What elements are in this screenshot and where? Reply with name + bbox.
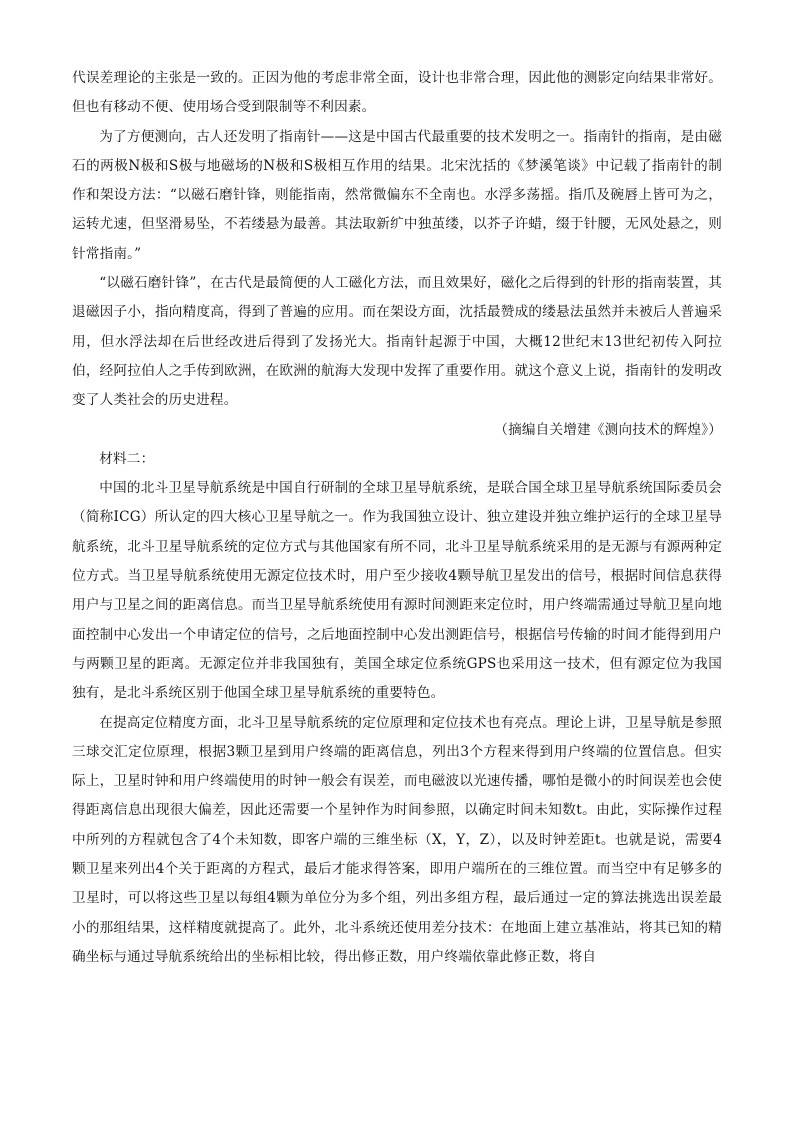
paragraph-compass: 为了方便测向，古人还发明了指南针——这是中国古代最重要的技术发明之一。指南针的指南，是由磁石的两极N极和S极与地磁场的N极和S极相互作用的结果。北宋沈括的《梦溪笔谈》中记载了指南针的制作和架设方法：“以磁石磨针锋，则能指南，然常微偏东不全南也。水浮多荡摇。指爪及碗唇上皆可为之，运转尤速，但坚滑易坠，不若缕悬为最善。其法取新纩中独茧缕，以芥子许蜡，缀于针腰，无风处悬之，则针常指南。” xyxy=(72,128,722,262)
material-heading: 材料二： xyxy=(99,450,155,467)
article-body xyxy=(72,64,722,972)
paragraph-beidou-accuracy: 在提高定位精度方面，北斗卫星导航系统的定位原理和定位技术也有亮点。理论上讲，卫星导航是参照三球交汇定位原理，根据3颗卫星到用户终端的距离信息，列出3个方程来得到用户终端的位置信息。但实际上，卫星时钟和用户终端使用的时钟一般会有误差，而电磁波以光速传播，哪怕是微小的时间误差也会使得距离信息出现很大偏差，因此还需要一个星钟作为时间参照，以确定时间未知数t。由此，实际操作过程中所列的方程就包含了4个未知数，即客户端的三维坐标（X，Y，Z），以及时钟差距t。也就是说，需要4颗卫星来列出4个关于距离的方程式，最后才能求得答案，即用户端所在的三维位置。而当空中有足够多的卫星时，可以将这些卫星以每组4颗为单位分为多个组，列出多组方程，最后通过一定的算法挑选出误差最小的那组结果，这样精度就提高了。此外，北斗系统还使用差分技术：在地面上建立基准站，将其已知的精确坐标与通过导航系统给出的坐标相比较，得出修正数，用户终端依靠此修正数，将自 xyxy=(72,714,722,965)
paragraph-magnetization: “以磁石磨针锋”，在古代是最简便的人工磁化方法，而且效果好，磁化之后得到的针形的指南装置，其退磁因子小，指向精度高，得到了普遍的应用。而在架设方面，沈括最赞成的缕悬法虽然并未被后人普遍采用，但水浮法却在后世经改进后得到了发扬光大。指南针起源于中国，大概12世纪末13世纪初传入阿拉伯，经阿拉伯人之手传到欧洲，在欧洲的航海大发现中发挥了重要作用。就这个意义上说，指南针的发明改变了人类社会的历史进程。 xyxy=(72,275,722,409)
paragraph-continuation: 代误差理论的主张是一致的。正因为他的考虑非常全面，设计也非常合理，因此他的测影定向结果非常好。但也有移动不便、使用场合受到限制等不利因素。 xyxy=(72,70,722,116)
paragraph-beidou-intro: 中国的北斗卫星导航系统是中国自行研制的全球卫星导航系统，是联合国全球卫星导航系统国际委员会（简称ICG）所认定的四大核心卫星导航之一。作为我国独立设计、独立建设并独立维护运行的全球卫星导航系统，北斗卫星导航系统的定位方式与其他国家有所不同，北斗卫星导航系统采用的是无源与有源两种定位方式。当卫星导航系统使用无源定位技术时，用户至少接收4颗导航卫星发出的信号，根据时间信息获得用户与卫星之间的距离信息。而当卫星导航系统使用有源时间测距来定位时，用户终端需通过导航卫星向地面控制中心发出一个申请定位的信号，之后地面控制中心发出测距信号，根据信号传输的时间才能得到用户与两颗卫星的距离。无源定位并非我国独有，美国全球定位系统GPS也采用这一技术，但有源定位为我国独有，是北斗系统区别于他国全球卫星导航系统的重要特色。 xyxy=(72,480,722,702)
source-citation: （摘编自关增建《测向技术的辉煌》） xyxy=(494,421,722,438)
